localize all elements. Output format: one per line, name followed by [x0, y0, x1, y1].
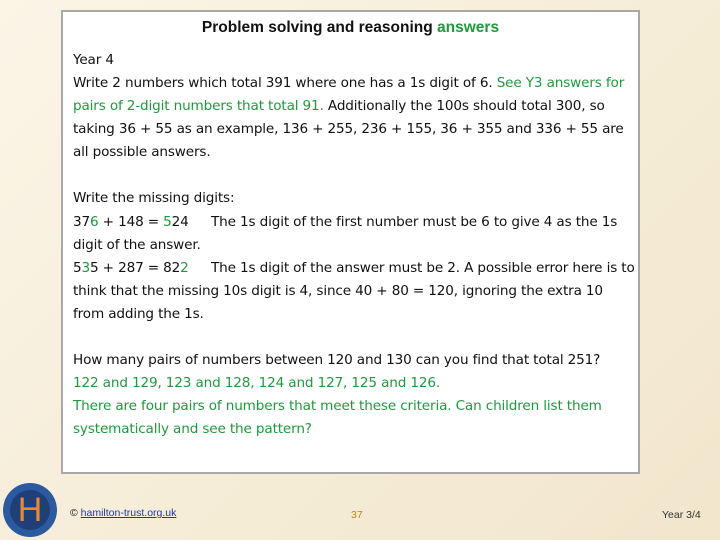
logo-letter: H — [10, 490, 50, 530]
question-3-answer: 122 and 129, 123 and 128, 124 and 127, 125 and 126. — [73, 375, 441, 392]
question-1-explanation: Additionally the 100s should total 300, so taking 36 + 55 as an example, 136 + 255, 236 + 155, 36 + 355 and 336 + 55 are all possible answers. — [73, 98, 624, 161]
year-heading: Year 4 — [73, 52, 114, 68]
title-text: Problem solving and reasoning — [201, 19, 438, 36]
page-number: 37 — [351, 509, 363, 521]
copyright-symbol: © — [70, 507, 78, 519]
year-label: Year 3/4 — [662, 509, 701, 521]
eq1-answer-digit: 5 — [163, 213, 172, 230]
equation-1 — [73, 211, 635, 257]
see-reference: See Y3 answers for pairs of 2-digit numbers that total 91. — [73, 75, 625, 115]
equation-2 — [73, 257, 635, 326]
eq1-note: The 1s digit of the first number must be 6 to give 4 as the 1s digit of the answer. — [73, 213, 618, 253]
question-3-followup: There are four pairs of numbers that meet these criteria. Can children list them systematically and see the pattern? — [73, 398, 602, 438]
copyright-notice — [70, 507, 176, 519]
answer-content — [73, 49, 635, 441]
eq2-part: 5 — [73, 259, 82, 276]
question-1 — [73, 72, 635, 164]
question-3: How many pairs of numbers between 120 and 130 can you find that total 251? — [73, 352, 601, 369]
eq1-part: 37 — [73, 213, 90, 230]
eq1-part: + 148 = — [98, 213, 164, 230]
missing-digits-heading: Write the missing digits: — [73, 190, 235, 207]
page-title — [63, 19, 638, 37]
hamilton-trust-link[interactable]: hamilton-trust.org.uk — [80, 507, 177, 519]
eq2-part: 5 + 287 = 82 — [90, 259, 181, 276]
eq2-note: The 1s digit of the answer must be 2. A possible error here is to think that the missing 10s digit is 4, since 40 + 80 = 120, ignoring the extra 10 from adding the 1s. — [73, 259, 635, 322]
eq1-missing-digit: 6 — [90, 213, 99, 230]
question-1-text: Write 2 numbers which total 391 where one has a 1s digit of 6. — [73, 75, 493, 92]
eq2-missing-digit: 3 — [81, 259, 90, 276]
title-accent: answers — [437, 19, 500, 36]
hamilton-logo — [3, 483, 57, 537]
answer-panel — [61, 10, 640, 474]
eq1-part: 24 — [171, 213, 189, 230]
eq2-answer-digit: 2 — [180, 259, 189, 276]
